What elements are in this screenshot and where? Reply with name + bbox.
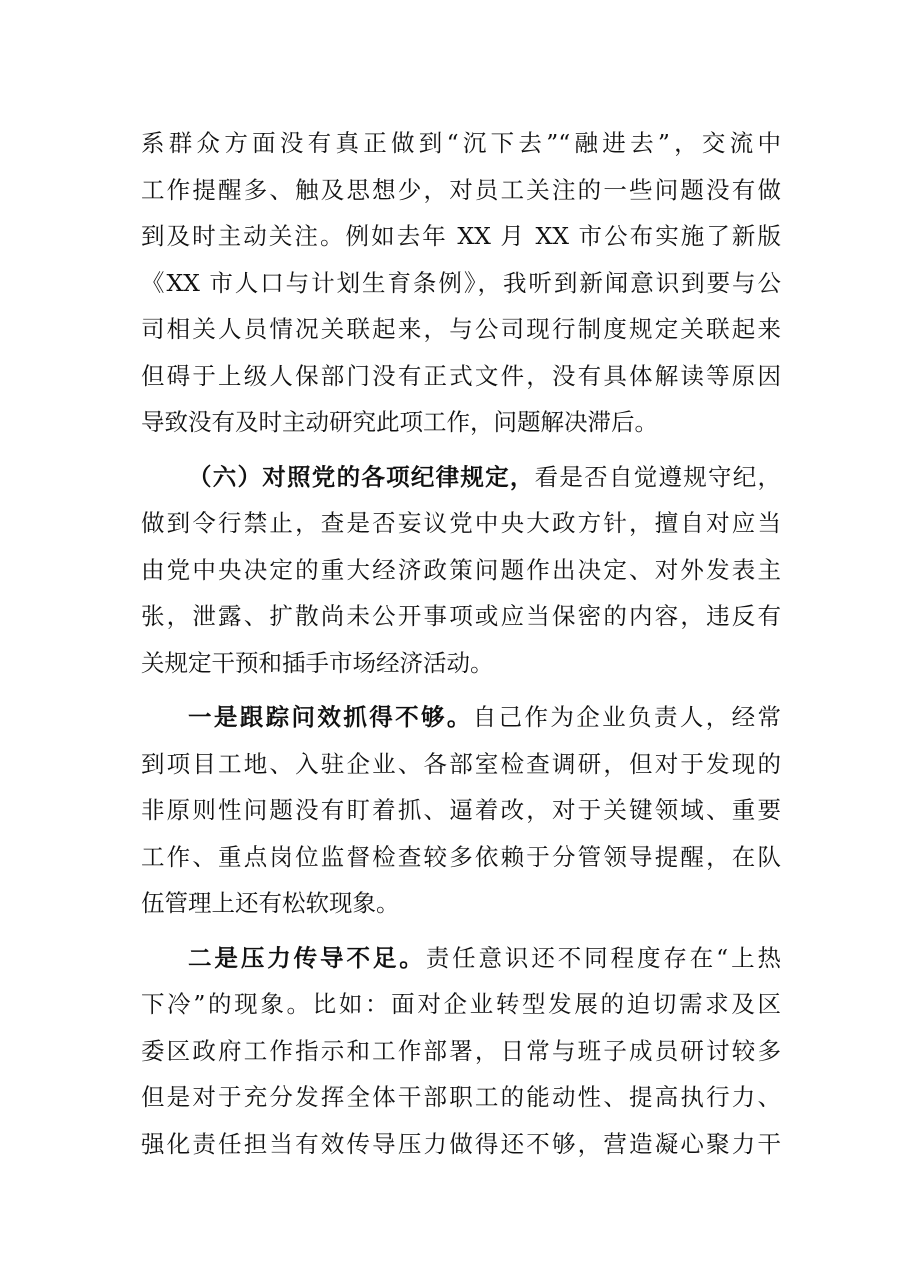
text-line: 但碍于上级人保部门没有正式文件，没有具体解读等原因 (141, 361, 781, 390)
text-run: 看是否自觉遵规守纪， (534, 462, 782, 491)
text-line (141, 694, 781, 741)
text-line: 到及时主动关注。例如去年 XX 月 XX 市公布实施了新版 (141, 222, 781, 250)
text-line: 由党中央决定的重大经济政策问题作出决定、对外发表主 (141, 555, 781, 584)
point-heading: 一是跟踪问效抓得不够。 (188, 703, 473, 731)
text-line: 到项目工地、入驻企业、各部室检查调研，但对于发现的 (141, 749, 781, 778)
text-run: 自己作为企业负责人，经常 (472, 703, 781, 731)
text-line: 但是对于充分发挥全体干部职工的能动性、提高执行力、 (141, 1083, 781, 1111)
text-line: 委区政府工作指示和工作部署，日常与班子成员研讨较多 (141, 1036, 781, 1065)
text-run: 责任意识还不同程度存在“上热 (425, 943, 782, 972)
paragraph (141, 935, 781, 1168)
text-line: 伍管理上还有松软现象。 (141, 889, 400, 917)
text-line: 工作提醒多、触及思想少，对员工关注的一些问题没有做 (141, 175, 781, 204)
text-line: 下冷”的现象。比如：面对企业转型发展的迫切需求及区 (141, 990, 781, 1018)
text-line: 强化责任担当有效传导压力做得还不够，营造凝心聚力干 (141, 1129, 781, 1158)
text-line (141, 935, 781, 982)
text-line: 司相关人员情况关联起来，与公司现行制度规定关联起来 (141, 315, 781, 343)
text-line: 关规定干预和插手市场经济活动。 (141, 648, 494, 677)
paragraph (141, 120, 781, 446)
paragraph (141, 694, 781, 927)
text-line (141, 454, 781, 501)
text-line: 系群众方面没有真正做到“沉下去”“融进去”，交流中 (141, 129, 781, 157)
text-line: 张，泄露、扩散尚未公开事项或应当保密的内容，违反有 (141, 602, 781, 630)
text-line: 做到令行禁止，查是否妄议党中央大政方针，擅自对应当 (141, 509, 781, 537)
document-body (141, 120, 781, 1167)
point-heading: 二是压力传导不足。 (188, 943, 426, 972)
text-line: 《XX 市人口与计划生育条例》，我听到新闻意识到要与公 (141, 268, 781, 297)
text-line: 非原则性问题没有盯着抓、逼着改，对于关键领域、重要 (141, 796, 781, 824)
paragraph (141, 454, 781, 687)
text-line: 导致没有及时主动研究此项工作，问题解决滞后。 (141, 408, 658, 436)
section-heading: （六）对照党的各项纪律规定， (188, 462, 535, 491)
text-line: 工作、重点岗位监督检查较多依赖于分管领导提醒，在队 (141, 842, 781, 871)
